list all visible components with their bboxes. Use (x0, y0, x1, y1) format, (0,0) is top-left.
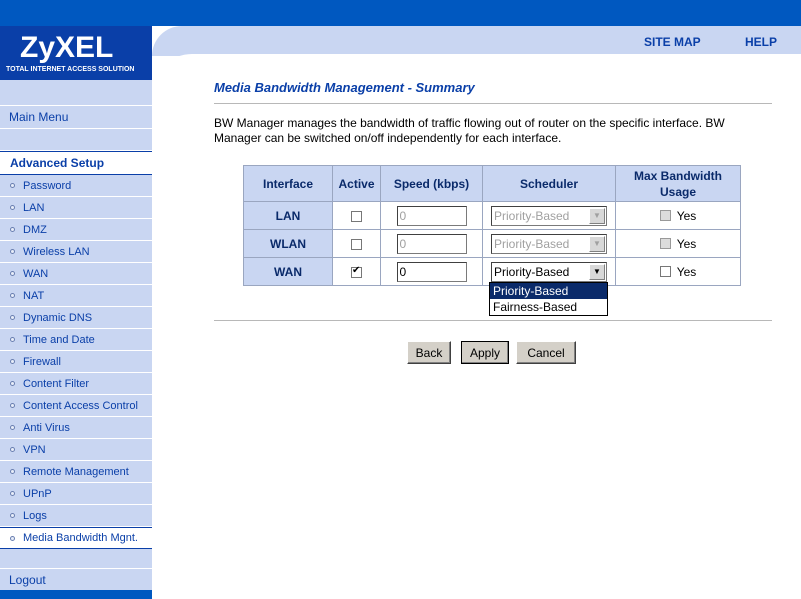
radio-bullet-icon (10, 337, 15, 342)
site-map-link[interactable]: SITE MAP (644, 35, 701, 49)
header-band (152, 26, 801, 56)
max-bandwidth-cell (616, 230, 741, 258)
sidebar-item[interactable] (0, 417, 152, 439)
sidebar (0, 80, 152, 599)
sidebar-item-label: NAT (23, 289, 45, 302)
sidebar-item-label: Firewall (23, 355, 61, 368)
speed-input[interactable]: 0 (397, 234, 467, 254)
sidebar-section-advanced-setup[interactable]: Advanced Setup (0, 151, 152, 175)
radio-bullet-icon (10, 359, 15, 364)
scheduler-value: Priority-Based (494, 236, 570, 251)
radio-bullet-icon (10, 381, 15, 386)
sidebar-item[interactable] (0, 329, 152, 351)
sidebar-item-label: Remote Management (23, 465, 129, 478)
sidebar-item-main-menu[interactable]: Main Menu (0, 106, 152, 129)
sidebar-item[interactable] (0, 373, 152, 395)
speed-input[interactable]: 0 (397, 206, 467, 226)
scheduler-cell (483, 230, 616, 258)
column-header-scheduler: Scheduler (483, 166, 616, 202)
cancel-button[interactable]: Cancel (516, 341, 576, 364)
sidebar-spacer (0, 129, 152, 151)
radio-bullet-icon (10, 293, 15, 298)
scheduler-cell (483, 202, 616, 230)
scheduler-value: Priority-Based (494, 208, 570, 223)
sidebar-item[interactable] (0, 527, 152, 549)
scheduler-select[interactable] (491, 262, 607, 282)
bandwidth-table (243, 165, 741, 286)
max-bandwidth-cell (616, 258, 741, 286)
active-cell (333, 230, 381, 258)
radio-bullet-icon (10, 513, 15, 518)
table-body (244, 202, 741, 286)
radio-bullet-icon (10, 249, 15, 254)
scheduler-option[interactable]: Fairness-Based (493, 300, 578, 314)
back-button[interactable]: Back (407, 341, 451, 364)
sidebar-item[interactable] (0, 505, 152, 527)
scheduler-select[interactable] (491, 206, 607, 226)
active-cell (333, 258, 381, 286)
sidebar-bottom-bar (0, 590, 152, 599)
speed-cell (381, 202, 483, 230)
sidebar-item-logout[interactable]: Logout (0, 569, 152, 592)
max-bandwidth-checkbox[interactable] (660, 210, 671, 221)
sidebar-item-label: Wireless LAN (23, 245, 90, 258)
sidebar-spacer (0, 549, 152, 569)
sidebar-item[interactable] (0, 483, 152, 505)
sidebar-item[interactable] (0, 219, 152, 241)
brand-name: ZyXEL (20, 31, 114, 64)
active-cell (333, 202, 381, 230)
sidebar-item[interactable] (0, 285, 152, 307)
page-description: BW Manager manages the bandwidth of traffic flowing out of router on the specific interface. BW Manager can be switched on/off independently for each interface. (214, 116, 725, 145)
radio-bullet-icon (10, 205, 15, 210)
sidebar-item-label: Time and Date (23, 333, 95, 346)
apply-button[interactable]: Apply (461, 341, 509, 364)
sidebar-item[interactable] (0, 461, 152, 483)
max-bandwidth-checkbox[interactable] (660, 238, 671, 249)
active-checkbox[interactable] (351, 239, 362, 250)
sidebar-item-label: UPnP (23, 487, 52, 500)
radio-bullet-icon (10, 425, 15, 430)
scheduler-option[interactable]: Priority-Based (490, 283, 607, 299)
interface-name: LAN (244, 202, 333, 230)
sidebar-item-label: LAN (23, 201, 45, 214)
radio-bullet-icon (10, 227, 15, 232)
radio-bullet-icon (10, 271, 15, 276)
zyxel-logo (0, 26, 152, 80)
scheduler-select[interactable] (491, 234, 607, 254)
brand-tagline: TOTAL INTERNET ACCESS SOLUTION (6, 66, 135, 73)
dropdown-arrow-icon[interactable]: ▼ (589, 236, 605, 252)
sidebar-item[interactable] (0, 351, 152, 373)
column-header-active: Active (333, 166, 381, 202)
divider (214, 103, 772, 105)
radio-bullet-icon (10, 491, 15, 496)
radio-bullet-icon (10, 469, 15, 474)
radio-bullet-icon (10, 447, 15, 452)
sidebar-item[interactable] (0, 241, 152, 263)
sidebar-item-label: Password (23, 179, 72, 192)
sidebar-item[interactable] (0, 307, 152, 329)
sidebar-item[interactable] (0, 395, 152, 417)
table-row (244, 230, 741, 258)
sidebar-item[interactable] (0, 263, 152, 285)
help-link[interactable]: HELP (745, 35, 778, 49)
max-bandwidth-cell (616, 202, 741, 230)
sidebar-item-label: Media Bandwidth Mgnt. (23, 532, 138, 544)
column-header-speed: Speed (kbps) (381, 166, 483, 202)
sidebar-item-label: DMZ (23, 223, 47, 236)
sidebar-item[interactable] (0, 175, 152, 197)
scheduler-dropdown-list (489, 282, 608, 316)
sidebar-item[interactable] (0, 439, 152, 461)
active-checkbox[interactable] (351, 211, 362, 222)
max-bandwidth-label: Yes (676, 208, 697, 223)
sidebar-item-label: Dynamic DNS (23, 311, 93, 324)
max-bandwidth-label: Yes (676, 236, 697, 251)
sidebar-item-label: Logs (23, 509, 47, 522)
dropdown-arrow-icon[interactable]: ▼ (589, 208, 605, 224)
column-header-interface: Interface (244, 166, 333, 202)
active-checkbox[interactable] (351, 267, 362, 278)
table-row (244, 202, 741, 230)
radio-bullet-icon (10, 536, 15, 541)
sidebar-item-label: Content Filter (23, 377, 90, 390)
radio-bullet-icon (10, 403, 15, 408)
speed-cell (381, 258, 483, 286)
radio-bullet-icon (10, 315, 15, 320)
max-bandwidth-label: Yes (676, 264, 697, 279)
sidebar-spacer (0, 80, 152, 106)
interface-name: WAN (244, 258, 333, 286)
max-bandwidth-checkbox[interactable] (660, 266, 671, 277)
column-header-max-bandwidth: Max Bandwidth Usage (616, 166, 741, 202)
sidebar-item-list (0, 175, 152, 549)
scheduler-value: Priority-Based (494, 264, 570, 279)
radio-bullet-icon (10, 183, 15, 188)
sidebar-item[interactable] (0, 197, 152, 219)
sidebar-item-label: WAN (23, 267, 49, 280)
speed-cell (381, 230, 483, 258)
speed-input[interactable]: 0 (397, 262, 467, 282)
sidebar-item-label: Anti Virus (23, 421, 70, 434)
page-title: Media Bandwidth Management - Summary (214, 80, 475, 95)
interface-name: WLAN (244, 230, 333, 258)
top-banner (0, 0, 801, 26)
dropdown-arrow-icon[interactable]: ▼ (589, 264, 605, 280)
sidebar-item-label: VPN (23, 443, 46, 456)
sidebar-item-label: Content Access Control (23, 399, 138, 412)
divider (214, 320, 772, 322)
